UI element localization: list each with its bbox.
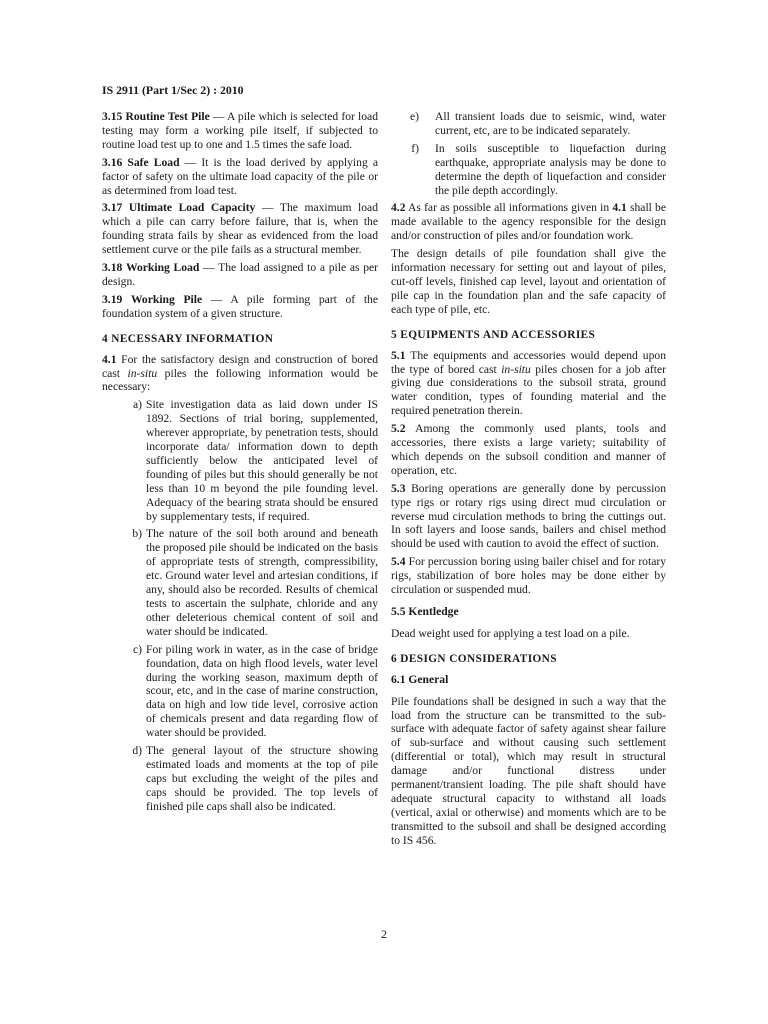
clause-title: Safe Load bbox=[127, 155, 180, 169]
item-text: Site investigation data as laid down under IS 1892. Sections of trial boring, supplemented, wherever appropriate, by penetration tests, should incorporate data/ information down to depth sufficiently below the anticipated level of founding of piles but this should generally be not less than 10 m beyond the pile founding level. Adequacy of the bearing strata should be ensured by supplementary tests, if required. bbox=[146, 398, 378, 523]
clause-text: — It is the load derived by applying a factor of safety on the ultimate load capacity of the pile or as determined from load test. bbox=[102, 155, 378, 197]
clause-text: For percussion boring using bailer chisel and for rotary rigs, stabilization of bore holes may be done either by circulation or suspended mud. bbox=[391, 555, 666, 597]
clause-text: piles chosen for a job after giving due considerations to the subsoil strata, ground water condition, types of founding material and the required penetration therein. bbox=[391, 362, 666, 418]
clause-5-5-text: Dead weight used for applying a test load on a pile. bbox=[391, 626, 630, 640]
clause-reference: 4.1 bbox=[612, 201, 627, 215]
clause-number: 3.19 bbox=[102, 292, 123, 306]
clause-5-4 bbox=[391, 555, 666, 597]
clause-5-1 bbox=[391, 349, 666, 419]
clause-6-1-heading: 6.1 General bbox=[391, 672, 449, 686]
clause-text: As far as possible all informations given in bbox=[405, 201, 613, 215]
clause-number: 5.2 bbox=[391, 422, 406, 436]
item-letter: b) bbox=[132, 527, 142, 541]
information-list-continued bbox=[391, 110, 666, 197]
item-letter: e) bbox=[409, 110, 419, 123]
clause-4-1 bbox=[102, 353, 378, 395]
clause-5-3 bbox=[391, 482, 666, 552]
italic-term: in-situ bbox=[501, 362, 531, 376]
clause-text: — A pile forming part of the foundation system of a given structure. bbox=[102, 292, 378, 320]
clause-number: 4.1 bbox=[102, 352, 117, 366]
clause-number: 5.4 bbox=[391, 555, 406, 569]
clause-number: 3.17 bbox=[102, 201, 123, 215]
item-text: For piling work in water, as in the case of bridge foundation, data on high flood levels, water level during the working season, maximum depth of scour, etc, and in the case of marine construction, data on high and low tide level, corrosive action of chemicals present and data regarding flow of water should be provided. bbox=[146, 642, 378, 740]
list-item bbox=[391, 110, 666, 138]
italic-term: in-situ bbox=[127, 366, 158, 380]
clause-number: 3.18 bbox=[102, 261, 123, 275]
clause-3-18 bbox=[102, 261, 378, 289]
clause-text: The equipments and accessories would depend upon the type of bored cast bbox=[391, 348, 666, 376]
item-text: All transient loads due to seismic, wind, water current, etc, are to be indicated separately. bbox=[435, 110, 666, 137]
item-text: The general layout of the structure showing estimated loads and moments at the top of pile caps but excluding the weight of the piles and caps should be provided. The top levels of finished pile caps shall also be indicated. bbox=[146, 744, 378, 813]
clause-number: 5.1 bbox=[391, 348, 406, 362]
clause-title: Working Pile bbox=[130, 292, 203, 306]
section-5-heading: 5 EQUIPMENTS AND ACCESSORIES bbox=[391, 328, 596, 341]
clause-text: Boring operations are generally done by percussion type rigs or rotary rigs using direct mud circulation or reverse mud circulation methods to bring the cuttings out. In soft layers and loose sands, bailers and chisel method should be used with caution to avoid the effect of suction. bbox=[391, 481, 666, 551]
clause-text: shall be made available to the agency responsible for the design and/or construction of piles and/or foundation work. bbox=[391, 201, 666, 243]
clause-text: — A pile which is selected for load testing may form a working pile itself, if subjected to routine load test up to one and 1.5 times the safe load. bbox=[102, 110, 378, 151]
item-text: In soils susceptible to liquefaction during earthquake, appropriate analysis may be done to determine the depth of liquefaction and consider the pile depth accordingly. bbox=[435, 141, 666, 197]
clause-5-2 bbox=[391, 422, 666, 478]
left-column bbox=[102, 110, 378, 818]
clause-title: Routine Test Pile bbox=[125, 110, 210, 123]
clause-text: — The load assigned to a pile as per design. bbox=[102, 261, 378, 288]
list-item bbox=[102, 398, 378, 523]
item-letter: c) bbox=[132, 642, 142, 656]
list-item bbox=[102, 527, 378, 638]
design-details-paragraph: The design details of pile foundation shall give the information necessary for setting out and layout of piles, cut-off levels, finished cap level, layout and orientation of pile cap in the foundation plan and the safe capacity of each type of pile, etc. bbox=[391, 247, 666, 316]
list-item bbox=[102, 643, 378, 740]
clause-number: 3.16 bbox=[102, 155, 123, 169]
right-column bbox=[391, 110, 666, 852]
list-item bbox=[102, 744, 378, 814]
item-letter: f) bbox=[411, 141, 419, 155]
section-6-heading: 6 DESIGN CONSIDERATIONS bbox=[391, 652, 557, 665]
information-list bbox=[102, 398, 378, 813]
clause-number: 3.15 bbox=[102, 110, 123, 123]
item-letter: d) bbox=[132, 744, 142, 758]
clause-title: Working Load bbox=[126, 261, 200, 275]
clause-3-15 bbox=[102, 110, 378, 152]
clause-6-1-text: Pile foundations shall be designed in such a way that the load from the structure can be transmitted to the sub-surface with adequate factor of safety against shear failure of sub-surface and without causing such settlement (differential or total), which may result in structural damage and/or functional distress under permanent/transient loading. The pile shaft should have adequate structural capacity to withstand all loads (vertical, axial or otherwise) and moments which are to be transmitted to the subsoil and shall be designed according to IS 456. bbox=[391, 694, 666, 847]
clause-title: Ultimate Load Capacity bbox=[128, 201, 256, 215]
clause-number: 4.2 bbox=[391, 201, 406, 215]
clause-5-5-heading: 5.5 Kentledge bbox=[391, 605, 459, 618]
clause-text: piles the following information would be necessary: bbox=[102, 366, 378, 394]
clause-3-19 bbox=[102, 293, 378, 321]
clause-4-2 bbox=[391, 201, 666, 243]
page-number: 2 bbox=[381, 927, 387, 941]
item-text: The nature of the soil both around and beneath the proposed pile should be indicated on the basis of appropriate tests of strength, compressibility, etc. Ground water level and artesian conditions, if any, should also be recorded. Results of chemical tests to ascertain the sulphate, chloride and any other deleterious chemical content of soil and water should be indicated. bbox=[146, 527, 378, 638]
clause-text: — The maximum load which a pile can carry before failure, that is, when the founding strata fails by shear as evidenced from the load settlement curve or the pile fails as a structural member. bbox=[102, 201, 378, 257]
section-4-heading: 4 NECESSARY INFORMATION bbox=[102, 332, 274, 345]
clause-text: For the satisfactory design and construction of bored cast bbox=[102, 352, 378, 380]
clause-text: Among the commonly used plants, tools and accessories, there exists a large variety; suitability of which depends on the subsoil condition and manner of operation, etc. bbox=[391, 422, 666, 477]
list-item bbox=[391, 142, 666, 198]
item-letter: a) bbox=[132, 398, 142, 412]
clause-number: 5.3 bbox=[391, 481, 406, 495]
clause-3-17 bbox=[102, 201, 378, 257]
document-header: IS 2911 (Part 1/Sec 2) : 2010 bbox=[102, 83, 244, 97]
clause-3-16 bbox=[102, 156, 378, 198]
